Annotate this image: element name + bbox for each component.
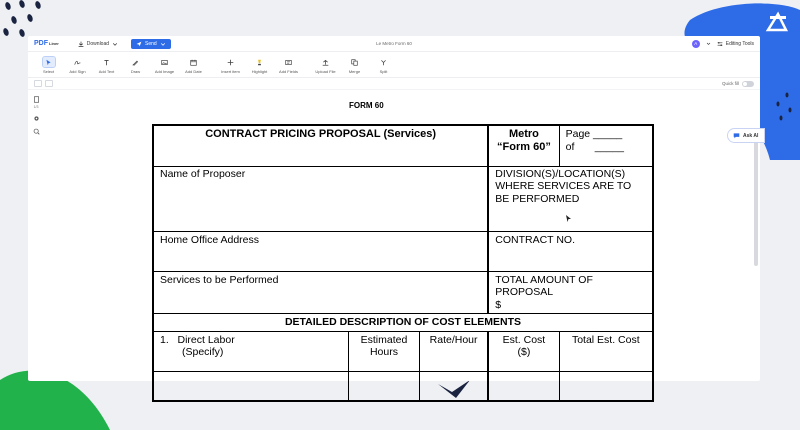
send-button[interactable] <box>131 39 171 49</box>
tool-label: Split <box>379 69 388 74</box>
rate-hour-entry[interactable] <box>419 371 488 401</box>
plus-icon <box>227 59 234 66</box>
merge-icon <box>351 59 358 66</box>
sign-icon <box>74 59 81 66</box>
metro-line-2: “Form 60” <box>497 140 551 153</box>
redo-button[interactable] <box>45 80 53 87</box>
tool-label: Select <box>42 69 55 74</box>
tool-draw[interactable] <box>121 57 150 74</box>
undo-button[interactable] <box>34 80 42 87</box>
split-icon <box>380 59 387 66</box>
tool-add-date[interactable] <box>179 57 208 74</box>
tool-insert-item[interactable] <box>216 57 245 74</box>
quick-fill-toggle[interactable] <box>742 81 754 87</box>
tool-highlight[interactable] <box>245 57 274 74</box>
document-title[interactable]: Le Metro Form 60 <box>376 41 412 46</box>
sub-bar <box>28 78 760 90</box>
image-icon <box>161 59 168 66</box>
left-sidebar <box>28 92 44 135</box>
quick-fill-label: Quick fill <box>721 81 739 86</box>
download-icon <box>78 41 84 47</box>
form-header-title: CONTRACT PRICING PROPOSAL (Services) <box>153 125 488 166</box>
form-header-page[interactable] <box>559 125 653 166</box>
scrollbar[interactable] <box>754 136 758 266</box>
tool-label: Highlight <box>251 69 268 74</box>
ask-ai-label: Ask AI <box>743 132 759 139</box>
sliders-icon <box>717 41 723 47</box>
gear-icon[interactable] <box>33 115 40 122</box>
tool-add-image[interactable] <box>150 57 179 74</box>
page-line-2: of _____ <box>565 140 624 153</box>
avatar[interactable]: A <box>692 40 700 48</box>
form-header-metro <box>488 125 559 166</box>
pdfliner-logo-icon <box>762 8 792 38</box>
editing-tools-label: Editing Tools <box>725 40 754 47</box>
rate-hour-header: Rate/Hour <box>419 331 488 371</box>
form-title: FORM 60 <box>349 101 384 110</box>
ai-chat-icon <box>733 132 740 139</box>
ask-ai-button[interactable] <box>727 128 765 143</box>
mouse-cursor-icon <box>566 215 571 222</box>
total-amount-label: TOTAL AMOUNT OF PROPOSAL <box>495 273 593 298</box>
pen-icon <box>132 59 139 66</box>
total-amount-field[interactable] <box>488 271 653 314</box>
direct-labor-line-2: (Specify) <box>182 346 224 358</box>
estimated-hours-line-1: Estimated <box>360 333 408 346</box>
send-label: Send <box>145 40 157 47</box>
download-label: Download <box>86 40 110 47</box>
division-location-field[interactable]: DIVISION(S)/LOCATION(S) WHERE SERVICES ARE TO BE PERFORMED <box>488 166 653 231</box>
chevron-down-icon[interactable] <box>706 41 711 46</box>
estimated-hours-entry[interactable] <box>349 371 420 401</box>
zoom-icon[interactable] <box>33 128 40 135</box>
home-office-address-field[interactable]: Home Office Address <box>153 231 488 271</box>
detailed-description-header: DETAILED DESCRIPTION OF COST ELEMENTS <box>153 314 653 332</box>
quick-fill-control[interactable] <box>722 81 754 87</box>
decorative-dots <box>0 0 60 40</box>
tool-bar <box>28 52 760 78</box>
send-icon <box>136 41 142 47</box>
tool-split[interactable] <box>369 57 398 74</box>
tool-add-fields[interactable] <box>274 57 303 74</box>
direct-labor-header <box>153 331 349 371</box>
tool-label: Insert item <box>221 69 240 74</box>
tool-add-sign[interactable] <box>63 57 92 74</box>
proposal-form-table <box>152 124 654 402</box>
tool-label: Add Fields <box>279 69 298 74</box>
tool-add-text[interactable] <box>92 57 121 74</box>
chevron-down-icon <box>160 41 166 47</box>
est-cost-line-1: Est. Cost <box>502 333 546 346</box>
direct-labor-entry[interactable] <box>153 371 349 401</box>
estimated-hours-line-2: Hours <box>369 346 398 358</box>
pages-icon[interactable] <box>33 96 40 103</box>
calendar-icon <box>190 59 197 66</box>
tool-label: Upload File <box>315 69 336 74</box>
name-of-proposer-field[interactable]: Name of Proposer <box>153 166 488 231</box>
est-cost-line-2: ($) <box>517 346 531 358</box>
direct-labor-line-1: 1. Direct Labor <box>160 333 235 346</box>
page-line-1: Page _____ <box>565 128 623 140</box>
tool-merge[interactable] <box>340 57 369 74</box>
highlight-icon <box>256 59 263 66</box>
tool-label: Merge <box>348 69 361 74</box>
upload-icon <box>322 59 329 66</box>
total-est-cost-entry[interactable] <box>559 371 653 401</box>
est-cost-entry[interactable] <box>488 371 559 401</box>
fields-icon <box>285 59 292 66</box>
select-icon <box>45 59 52 66</box>
tool-label: Add Text <box>98 69 115 74</box>
dollar-sign: $ <box>495 298 502 311</box>
tool-label: Draw <box>130 69 141 74</box>
logo-text: PDF <box>34 40 48 47</box>
text-icon <box>103 59 110 66</box>
download-button[interactable] <box>73 39 123 49</box>
logo-subtext: Liner <box>49 41 59 46</box>
est-cost-header <box>488 331 559 371</box>
chevron-down-icon <box>112 41 118 47</box>
tool-label: Add Image <box>154 69 175 74</box>
tool-label: Add Sign <box>69 69 86 74</box>
total-est-cost-header: Total Est. Cost <box>559 331 653 371</box>
tool-select[interactable] <box>34 57 63 74</box>
tool-label: Add Date <box>185 69 202 74</box>
metro-line-1: Metro <box>508 128 539 140</box>
contract-no-field[interactable]: CONTRACT NO. <box>488 231 653 271</box>
app-logo[interactable] <box>34 40 59 47</box>
top-bar <box>28 36 760 52</box>
page-count: 1/3 <box>33 105 39 109</box>
editing-tools-button[interactable] <box>717 41 754 47</box>
tool-upload-file[interactable] <box>311 57 340 74</box>
estimated-hours-header <box>349 331 420 371</box>
services-to-be-performed-field[interactable]: Services to be Performed <box>153 271 488 314</box>
